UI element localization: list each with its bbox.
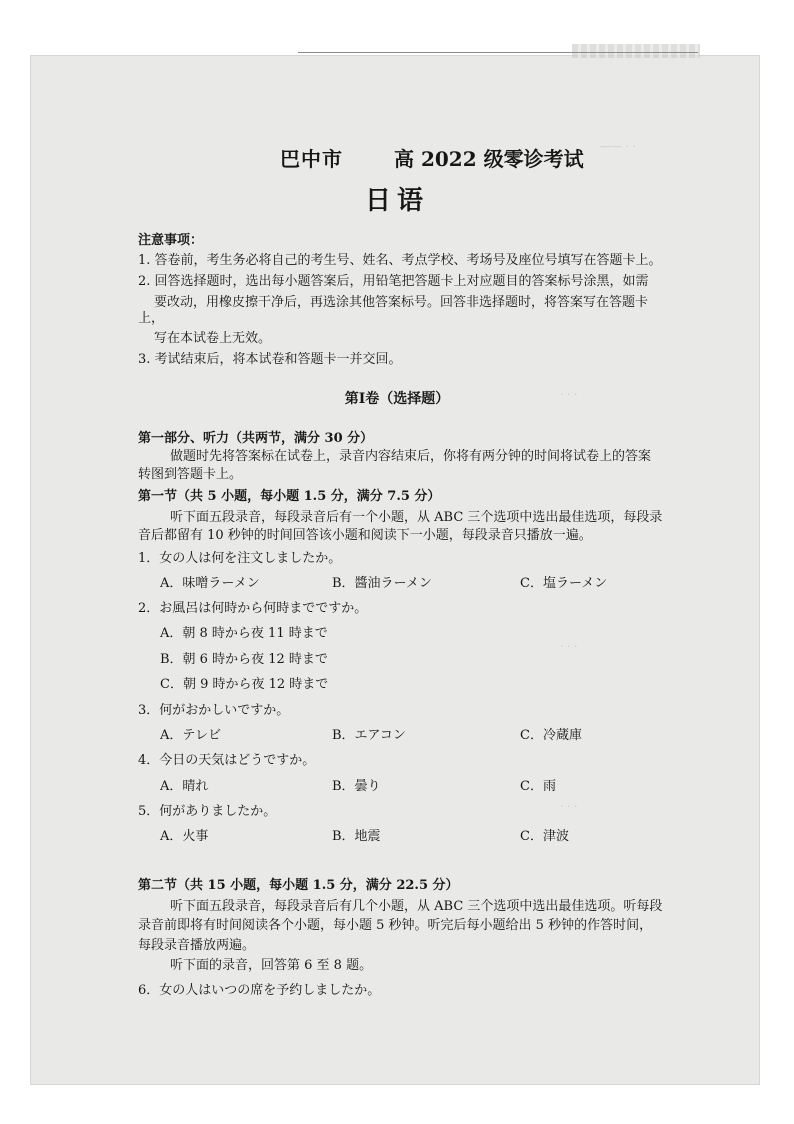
volume-title: 第Ⅰ卷（选择题） [344,391,450,407]
page-heading [0,143,794,173]
question-2-option-b: B．朝 6 時から夜 12 時まで [160,652,328,667]
exam-title: 高 2022 级零诊考试 [394,147,584,171]
section1-title: 第一节（共 5 小题，每小题 1.5 分，满分 7.5 分） [138,489,441,504]
question-4-option-a: A．晴れ [160,779,209,794]
notes-item-3: 3. 考试结束后，将本试卷和答题卡一并交回。 [138,352,402,367]
notes-item-1: 1. 答卷前，考生务必将自己的考生号、姓名、考点学校、考场号及座位号填写在答题卡上。 [138,253,662,268]
question-3-option-a: A．テレビ [160,728,222,743]
question-5: 5．何がありましたか。 [138,804,277,819]
question-4-option-c: C．雨 [520,779,556,794]
part1-intro-line-2: 转图到答题卡上。 [138,467,243,482]
question-3-option-b: B．エアコン [332,728,406,743]
bleed-through-mark: · · · [560,800,578,813]
notes-title: 注意事项： [138,233,204,248]
question-1: 1．女の人は何を注文しましたか。 [138,551,342,566]
bleed-through-mark: · · · [560,640,578,653]
section1-desc-line-2: 音后都留有 10 秒钟的时间回答该小题和阅读下一小题，每段录音只播放一遍。 [138,528,592,543]
question-1-option-a: A．味噌ラーメン [160,576,260,591]
question-3: 3．何がおかしいですか。 [138,703,290,718]
notes-item-2-line-2: 要改动，用橡皮擦干净后，再选涂其他答案标号。回答非选择题时，将答案写在答题卡 [154,295,649,310]
bleed-through-mark: · · · [560,388,578,401]
section2-instruction: 听下面的录音，回答第 6 至 8 题。 [170,958,373,973]
question-5-option-c: C．津波 [520,829,569,844]
question-2-option-c: C．朝 9 時から夜 12 時まで [160,677,329,692]
part1-intro-line-1: 做题时先将答案标在试卷上，录音内容结束后，你将有两分钟的时间将试卷上的答案 [170,449,652,464]
question-2: 2．お風呂は何時から何時までですか。 [138,601,368,616]
question-5-option-a: A．火事 [160,829,209,844]
question-1-option-c: C．塩ラーメン [520,576,608,591]
notes-item-2-line-4: 写在本试卷上无效。 [154,331,272,346]
question-2-option-a: A．朝 8 時から夜 11 時まで [160,626,328,641]
subject-title: 日语 [364,186,429,216]
section2-title: 第二节（共 15 小题，每小题 1.5 分，满分 22.5 分） [138,878,459,893]
corner-stamp [572,44,700,58]
question-6: 6．女の人はいつの席を予约しましたか。 [138,983,381,998]
section2-desc-line-3: 每段录音播放两遍。 [138,938,256,953]
question-4: 4．今日の天気はどうですか。 [138,753,316,768]
section1-desc-line-1: 听下面五段录音，每段录音后有一个小题，从 ABC 三个选项中选出最佳选项，每段录 [170,510,663,525]
notes-item-2-line-1: 2. 回答选择题时，选出每小题答案后，用铅笔把答题卡上对应题目的答案标号涂黑，如需 [138,274,649,289]
question-5-option-b: B．地震 [332,829,381,844]
notes-item-2-line-3: 上， [138,311,165,326]
city-name: 巴中市 [280,147,343,171]
question-3-option-c: C．冷蔵庫 [520,728,582,743]
question-4-option-b: B．曇り [332,779,381,794]
section2-desc-line-1: 听下面五段录音，每段录音后有几个小题，从 ABC 三个选项中选出最佳选项。听每段 [170,899,663,914]
question-1-option-b: B．醬油ラーメン [332,576,432,591]
section2-desc-line-2: 录音前即将有时间阅读各个小题，每小题 5 秒钟。听完后每小题给出 5 秒钟的作答时间， [138,918,653,933]
top-rule [298,52,698,53]
part1-title: 第一部分、听力（共两节，满分 30 分） [138,431,374,446]
bleed-through-mark: —— · · [600,140,636,153]
